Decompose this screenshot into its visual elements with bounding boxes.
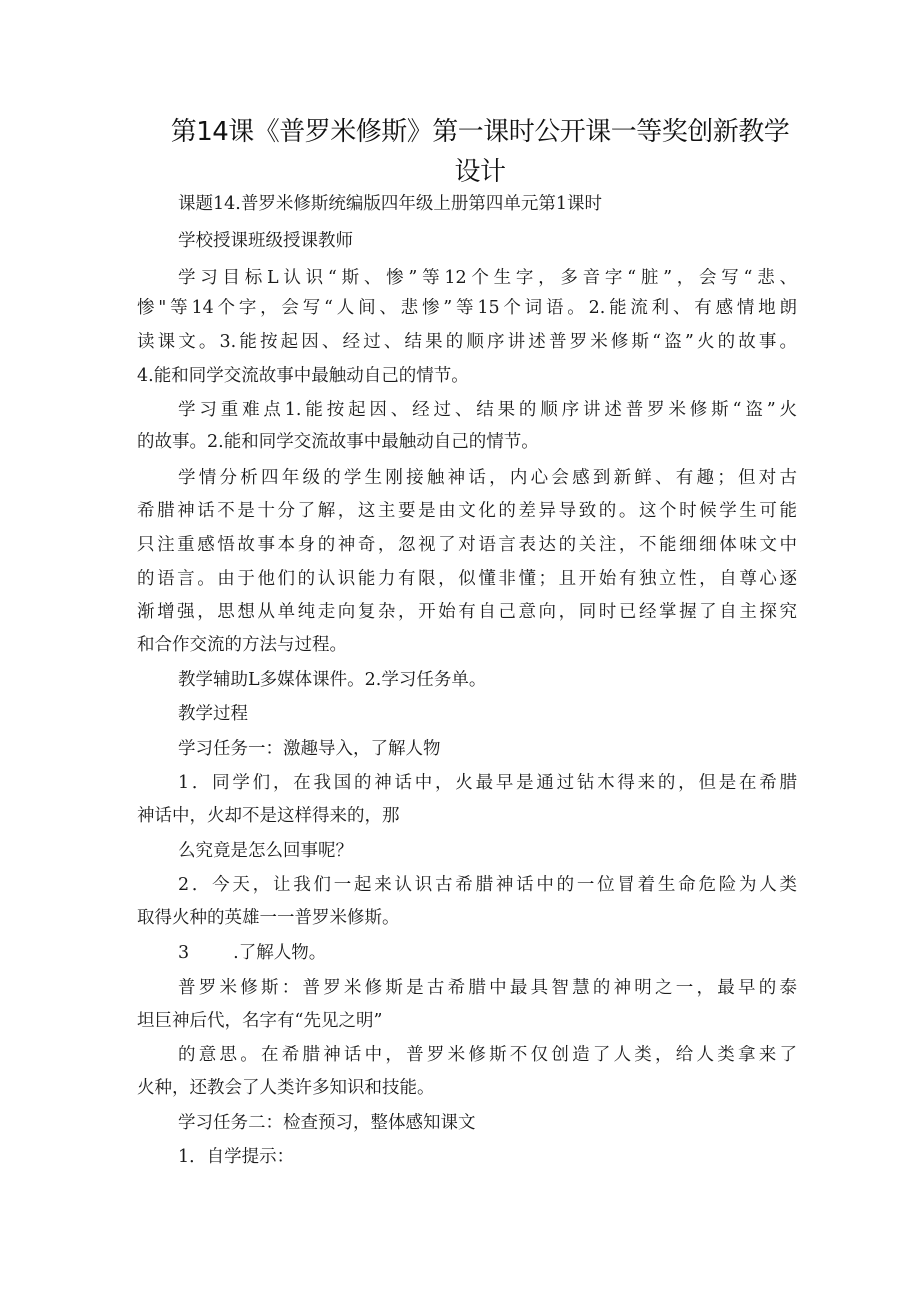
objectives-line-3: 读课文。3.能按起因、经过、结果的顺序讲述普罗米修斯“盗”火的故事。	[137, 332, 797, 352]
document-title	[150, 112, 810, 192]
title-line-1: 第14课《普罗米修斯》第一课时公开课一等奖创新教学	[170, 117, 790, 147]
item-text: .了解人物。	[233, 943, 327, 963]
analysis-line-4: 的语言。由于他们的认识能力有限，似懂非懂；且开始有独立性，自尊心逐	[137, 569, 797, 589]
task-two-item-1: 1．自学提示：	[178, 1147, 295, 1167]
key-points-line-2: 的故事。2.能和同学交流故事中最触动自己的情节。	[137, 432, 539, 452]
objectives-line-4: 4.能和同学交流故事中最触动自己的情节。	[137, 366, 469, 386]
task-two-heading: 学习任务二：检查预习，整体感知课文	[178, 1113, 476, 1133]
task-one-item-1-line-2: 神话中，火却不是这样得来的，那	[137, 806, 400, 826]
prometheus-intro-line-4: 火种，还教会了人类许多知识和技能。	[137, 1078, 435, 1098]
teaching-process-heading: 教学过程	[178, 704, 248, 724]
task-one-item-3	[178, 941, 797, 965]
analysis-line-1: 学情分析四年级的学生刚接触神话，内心会感到新鲜、有趣；但对古	[178, 468, 797, 488]
analysis-line-3: 只注重感悟故事本身的神奇，忽视了对语言表达的关注，不能细细体味文中	[137, 535, 797, 555]
prometheus-intro-line-3: 的意思。在希腊神话中，普罗米修斯不仅创造了人类，给人类拿来了	[178, 1045, 797, 1065]
key-points-line-1: 学习重难点1.能按起因、经过、结果的顺序讲述普罗米修斯“盗”火	[178, 400, 797, 420]
task-one-item-2-line-1: 2．今天，让我们一起来认识古希腊神话中的一位冒着生命危险为人类	[178, 875, 797, 895]
objectives-line-2: 惨"等14个字，会写“人间、悲惨”等15个词语。2.能流利、有感情地朗	[137, 298, 797, 318]
analysis-line-5: 渐增强，思想从单纯走向复杂，开始有自己意向，同时已经掌握了自主探究	[137, 602, 797, 622]
prometheus-intro-line-1: 普罗米修斯：普罗米修斯是古希腊中最具智慧的神明之一，最早的泰	[178, 978, 797, 998]
teaching-aids-line: 教学辅助L多媒体课件。2.学习任务单。	[178, 670, 487, 690]
analysis-line-2: 希腊神话不是十分了解，这主要是由文化的差异导致的。这个时候学生可能	[137, 501, 797, 521]
task-one-item-1-line-1: 1．同学们，在我国的神话中，火最早是通过钻木得来的，但是在希腊	[178, 773, 797, 793]
task-one-heading: 学习任务一：激趣导入，了解人物	[178, 739, 441, 759]
task-one-item-2-line-2: 取得火种的英雄一一普罗米修斯。	[137, 908, 400, 928]
task-one-item-1-line-3: 么究竟是怎么回事呢？	[178, 841, 353, 861]
school-info-line: 学校授课班级授课教师	[178, 231, 353, 251]
objectives-line-1: 学习目标L认识“斯、惨”等12个生字，多音字“脏”，会写“悲、	[178, 268, 797, 288]
item-number: 3	[178, 943, 190, 963]
title-line-2: 设计	[454, 157, 506, 187]
prometheus-intro-line-2: 坦巨神后代，名字有“先见之明”	[137, 1011, 383, 1031]
analysis-line-6: 和合作交流的方法与过程。	[137, 635, 347, 655]
lesson-info-line: 课题14.普罗米修斯统编版四年级上册第四单元第1课时	[178, 194, 602, 214]
